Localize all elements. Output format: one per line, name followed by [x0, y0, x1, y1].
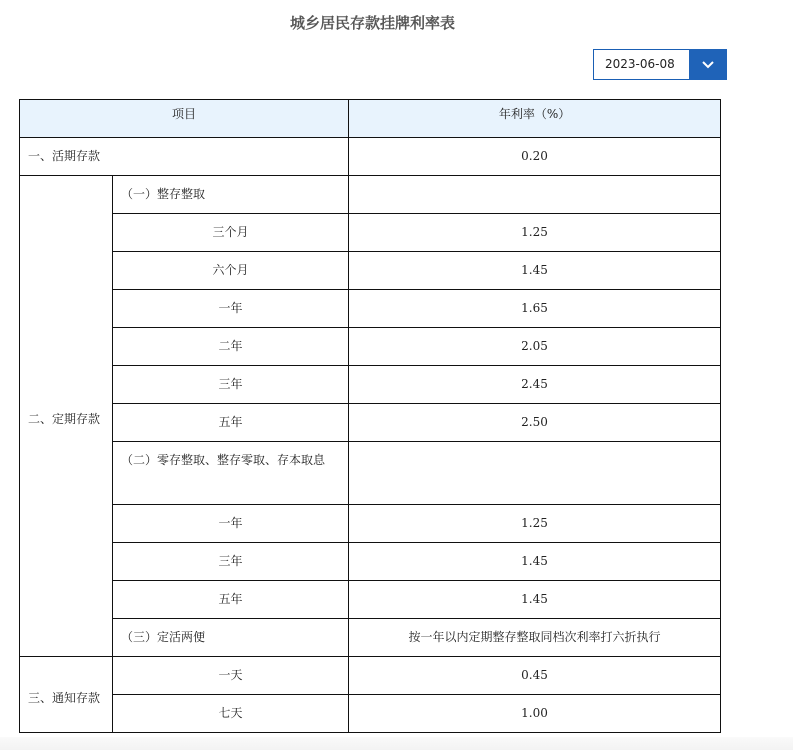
table-row: [20, 404, 721, 442]
rate: 0.45: [349, 657, 721, 695]
chevron-down-icon: [701, 60, 715, 69]
rate: 2.45: [349, 366, 721, 404]
lump-sum-label: （一）整存整取: [113, 176, 349, 214]
term: 二年: [113, 328, 349, 366]
term: 一天: [113, 657, 349, 695]
table-row: [20, 138, 721, 176]
flexible-label: （三）定活两便: [113, 619, 349, 657]
rate: 2.05: [349, 328, 721, 366]
term: 五年: [113, 404, 349, 442]
demand-rate: 0.20: [349, 138, 721, 176]
rate: 2.50: [349, 404, 721, 442]
term: 三年: [113, 366, 349, 404]
table-row: [20, 581, 721, 619]
table-row: [20, 290, 721, 328]
rate: 1.45: [349, 252, 721, 290]
rate: 1.45: [349, 581, 721, 619]
term: 三个月: [113, 214, 349, 252]
installment-label: （二）零存整取、整存零取、存本取息: [113, 442, 349, 505]
demand-label: 一、活期存款: [20, 138, 349, 176]
table-header-row: [20, 100, 721, 138]
table-row: [20, 214, 721, 252]
term: 六个月: [113, 252, 349, 290]
term: 三年: [113, 543, 349, 581]
term: 五年: [113, 581, 349, 619]
table-row: [20, 505, 721, 543]
date-select[interactable]: [593, 49, 727, 80]
page-title: 城乡居民存款挂牌利率表: [289, 14, 455, 32]
date-dropdown-button[interactable]: [689, 49, 727, 80]
table-row: [20, 176, 721, 214]
rate: 1.65: [349, 290, 721, 328]
table-row: [20, 695, 721, 733]
term: 一年: [113, 290, 349, 328]
rate-table: [19, 99, 721, 733]
table-row: [20, 657, 721, 695]
table-row: [20, 366, 721, 404]
term: 七天: [113, 695, 349, 733]
empty-cell: [349, 442, 721, 505]
table-row: [20, 252, 721, 290]
rate: 1.45: [349, 543, 721, 581]
table-row: [20, 328, 721, 366]
empty-cell: [349, 176, 721, 214]
table-row: [20, 619, 721, 657]
rate: 1.25: [349, 505, 721, 543]
table-row: [20, 442, 721, 505]
term: 一年: [113, 505, 349, 543]
notice-deposit-label: 三、通知存款: [20, 657, 113, 733]
table-row: [20, 543, 721, 581]
flexible-rate: 按一年以内定期整存整取同档次利率打六折执行: [349, 619, 721, 657]
rate: 1.25: [349, 214, 721, 252]
time-deposit-label: 二、定期存款: [20, 176, 113, 657]
header-item: 项目: [20, 100, 349, 138]
header-rate: 年利率（%）: [349, 100, 721, 138]
rate: 1.00: [349, 695, 721, 733]
date-value[interactable]: 2023-06-08: [593, 49, 689, 80]
bottom-band: [0, 737, 793, 750]
